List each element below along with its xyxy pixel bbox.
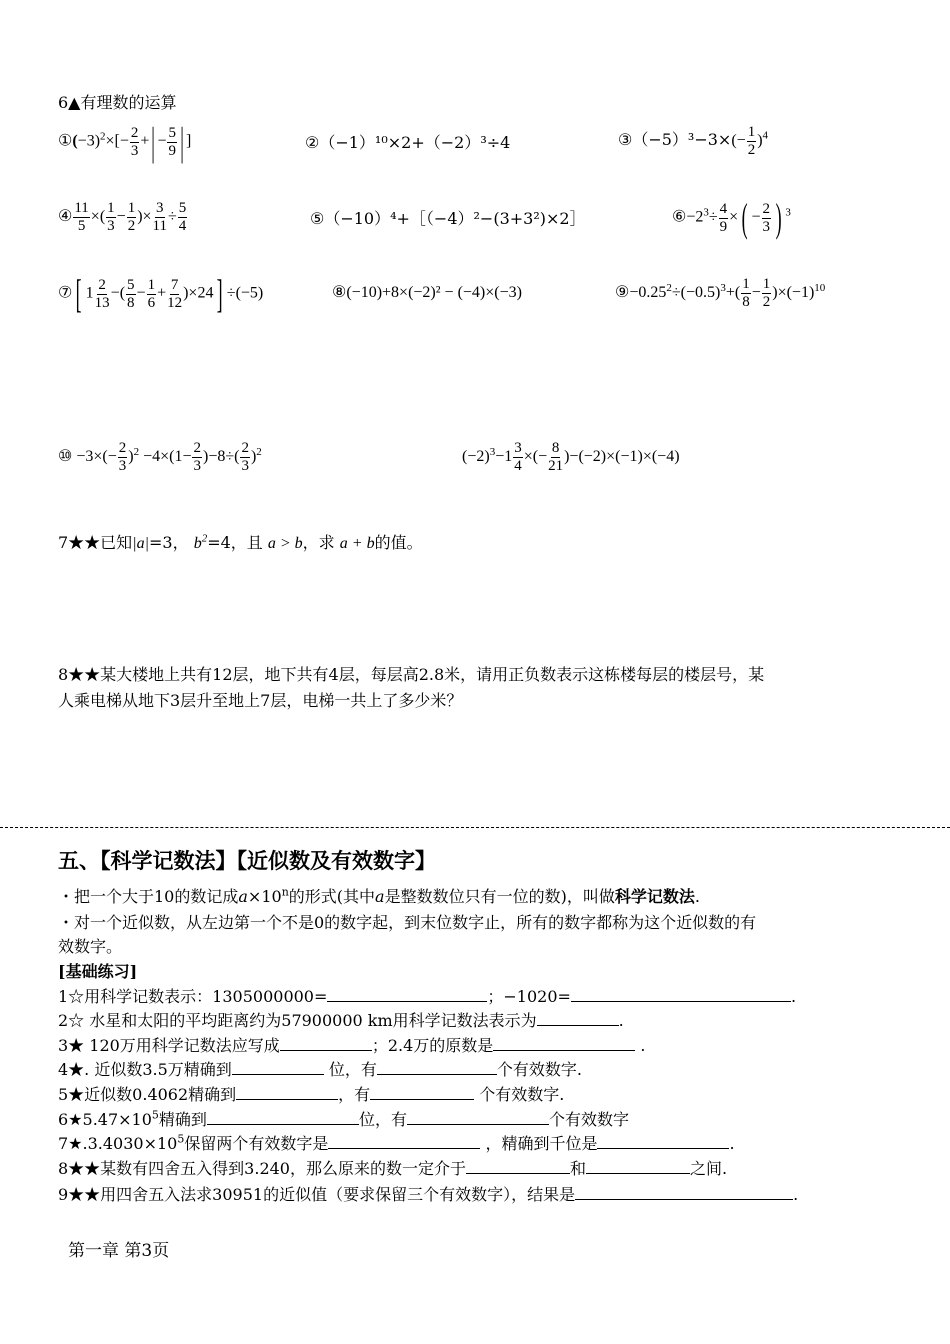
answer-blank[interactable] xyxy=(370,1084,474,1100)
section5-title: 五、【科学记数法】【近似数及有效数字】 xyxy=(58,849,436,873)
exercise-6 xyxy=(58,1107,629,1130)
text: 1☆用科学记数表示：1305000000= xyxy=(58,987,328,1006)
answer-blank[interactable] xyxy=(493,1035,635,1051)
text: 4★. 近似数3.5万精确到 xyxy=(58,1060,232,1079)
text: 和 xyxy=(570,1159,587,1178)
problem-number: ② xyxy=(305,133,320,152)
answer-blank[interactable] xyxy=(232,1059,324,1075)
problem-expression: (−10)+8×(−2)² − (−4)×(−3) xyxy=(346,284,522,301)
exercise-7 xyxy=(58,1131,735,1154)
answer-blank[interactable] xyxy=(407,1109,549,1125)
q7-a: a xyxy=(136,535,145,552)
term-bold: 科学记数法 xyxy=(614,887,695,906)
answer-blank[interactable] xyxy=(328,1133,480,1149)
problem-number: ④ xyxy=(58,208,73,226)
answer-blank[interactable] xyxy=(207,1109,359,1125)
text: 6★5.47×10 xyxy=(58,1110,152,1129)
exercise-4 xyxy=(58,1057,582,1080)
text: . xyxy=(729,1134,735,1153)
text: n xyxy=(281,885,289,899)
page-footer: 第一章 第3页 xyxy=(68,1241,170,1261)
text: a xyxy=(238,887,248,906)
text: ，精确到千位是 xyxy=(480,1134,598,1153)
problem-5 xyxy=(310,206,586,229)
problem-number: ① xyxy=(58,132,73,150)
question-8-line2: 人乘电梯从地下3层升至地上7层，电梯一共上了多少米？ xyxy=(58,691,463,710)
problem-3: ③（−5）³−3×(− $\frac{1}{2}$ )$^4$ xyxy=(618,124,769,158)
answer-blank[interactable] xyxy=(586,1158,690,1174)
problem-8 xyxy=(332,282,522,302)
exercise-1 xyxy=(58,984,796,1007)
exercise-5 xyxy=(58,1082,564,1105)
question-8-line1: 8★★某大楼地上共有12层，地下共有4层，每层高2.8米，请用正负数表示这栋楼每层的楼层号，某 xyxy=(58,665,765,684)
text: 个有效数字. xyxy=(496,1060,582,1079)
answer-blank[interactable] xyxy=(327,986,487,1002)
problem-9: $⑨-0.25^2\div(-0.5)^3+$( $\frac{1}{8}$ − $\frac{1}{2}$ )$\times(-1)^{10}$ xyxy=(615,276,826,310)
problem-expression: （−10）⁴+［（−4）²−(3+3²)×2］ xyxy=(324,209,586,228)
section-divider xyxy=(0,827,950,828)
bullet-2-line2: 效数字。 xyxy=(58,937,123,956)
text: 位，有 xyxy=(323,1060,377,1079)
bullet-2-line1: ・对一个近似数，从左边第一个不是0的数字起，到末位数字止，所有的数字都称为这个近似数的有 xyxy=(58,913,757,932)
problem-4: ④ $\frac{11}{5}$ ×( $\frac{1}{3}$ − $\frac{1}{2}$ )× $\frac{3}{11}$ ÷ $\frac{5}{4}$ xyxy=(58,200,187,234)
answer-blank[interactable] xyxy=(236,1084,338,1100)
text: 保留两个有效数字是 xyxy=(184,1134,329,1153)
problem-11: $(-2)^3-1$ $\frac{3}{4}$ ×(− $\frac{8}{21}$ )−(−2)×(−1)×(−4) xyxy=(462,440,680,474)
text: 7★.3.4030×10 xyxy=(58,1134,178,1153)
answer-blank[interactable] xyxy=(537,1010,619,1026)
bullet-1 xyxy=(58,884,700,907)
q7-b: b xyxy=(193,535,202,552)
text: . xyxy=(790,987,797,1006)
problem-10: ⑩ −3×(− $\frac{2}{3}$ )$^2$ −4×(1− $\frac{2}{3}$ )−8÷( $\frac{2}{3}$ )$^2$ xyxy=(58,440,262,474)
problem-number: ⑧ xyxy=(332,284,347,301)
text: 个有效数字. xyxy=(474,1085,565,1104)
practice-header: [基础练习] xyxy=(58,962,138,981)
problem-number: ⑦ xyxy=(58,284,73,302)
q7-text: =4，且 xyxy=(207,533,263,552)
text: . xyxy=(618,1011,624,1030)
exercise-8 xyxy=(58,1156,727,1179)
text: a xyxy=(375,887,385,906)
problem-number: ③ xyxy=(618,130,633,150)
answer-blank[interactable] xyxy=(377,1059,497,1075)
text: ；−1020= xyxy=(487,987,571,1006)
text: 9★★用四舍五入法求30951的近似值（要求保留三个有效数字），结果是 xyxy=(58,1185,576,1204)
q7-text: =3， xyxy=(149,533,189,552)
exercise-9 xyxy=(58,1182,798,1205)
problem-2 xyxy=(305,130,510,153)
question-7: 7★★已知|a|=3， $b^2=4$，且 a > b，求 a + b的值。 xyxy=(58,532,423,552)
text: . xyxy=(694,887,700,906)
answer-blank[interactable] xyxy=(280,1035,372,1051)
text: 是整数数位只有一位的数)，叫做 xyxy=(384,887,615,906)
problem-number: ⑩ xyxy=(58,448,73,466)
text: 3★ 120万用科学记数法应写成 xyxy=(58,1036,280,1055)
exercise-3 xyxy=(58,1033,645,1056)
problem-number: ⑨ xyxy=(615,284,630,302)
text: ；2.4万的原数是 xyxy=(371,1036,494,1055)
q7-condition: a > b xyxy=(267,535,303,552)
text: 之间. xyxy=(690,1159,728,1178)
problem-6: $⑥-2^3\div$ $\frac{4}{9}$ ×( − $\frac{2}{3}$ ) $^3$ xyxy=(672,195,791,240)
problem-number: ⑤ xyxy=(310,209,325,228)
text: 位，有 xyxy=(358,1110,407,1129)
section6-title: 6▲有理数的运算 xyxy=(58,93,177,112)
problem-number: ⑥ xyxy=(672,208,687,226)
text: 的形式(其中 xyxy=(288,887,376,906)
text: 2☆ 水星和太阳的平均距离约为57900000 km用科学记数法表示为 xyxy=(58,1011,537,1030)
text: ，有 xyxy=(338,1085,371,1104)
text: 5 xyxy=(151,1108,159,1122)
text: 5 xyxy=(177,1132,185,1146)
q7-target: a + b xyxy=(339,535,375,552)
text: 精确到 xyxy=(158,1110,207,1129)
problem-expression: （−1）¹⁰×2+（−2）³÷4 xyxy=(319,133,511,152)
text: 个有效数字 xyxy=(548,1110,629,1129)
text: 8★★某数有四舍五入得到3.240，那么原来的数一定介于 xyxy=(58,1159,466,1178)
answer-blank[interactable] xyxy=(597,1133,729,1149)
problem-expression: （−5）³−3× xyxy=(632,130,732,150)
text: ×10 xyxy=(247,887,282,906)
text: . xyxy=(635,1036,646,1055)
problem-1: $①(-3)^2\times[-$ $\frac{2}{3}$ +| − $\frac{5}{9}$ | ] xyxy=(58,119,192,164)
exercise-2 xyxy=(58,1008,624,1031)
q7-text: ，求 xyxy=(302,533,335,552)
answer-blank[interactable] xyxy=(575,1184,793,1200)
q7-lead: 7★★已知 xyxy=(58,533,133,552)
q7-text: 的值。 xyxy=(374,533,423,552)
text: . xyxy=(793,1185,799,1204)
answer-blank[interactable] xyxy=(571,986,791,1002)
text: ・把一个大于10的数记成 xyxy=(58,887,239,906)
text: 5★近似数0.4062精确到 xyxy=(58,1085,237,1104)
problem-7: ⑦[ 1 $\frac{2}{13}$ −( $\frac{5}{8}$ − $\frac{1}{6}$ + $\frac{7}{12}$ )×24] ÷(−5) xyxy=(58,271,264,316)
answer-blank[interactable] xyxy=(466,1158,570,1174)
